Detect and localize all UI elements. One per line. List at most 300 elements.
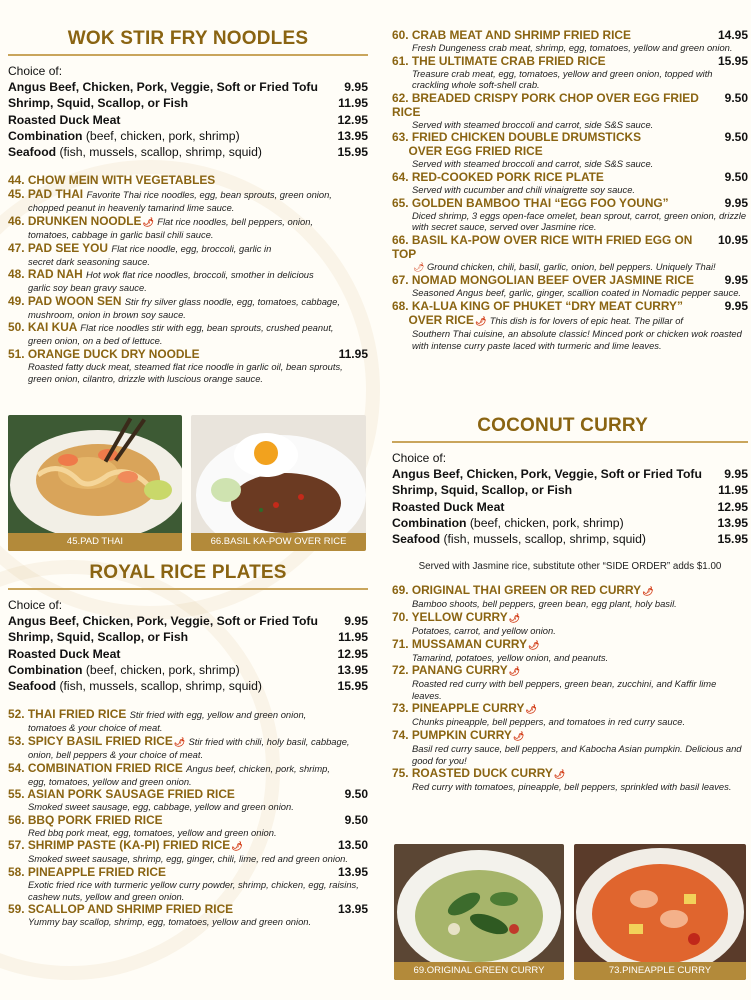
menu-item-description <box>8 361 368 384</box>
menu-item <box>392 701 748 728</box>
menu-item-name: THE ULTIMATE CRAB FRIED RICE <box>411 53 606 68</box>
menu-item-header <box>392 701 748 716</box>
price-row <box>8 128 368 144</box>
menu-item-description-text: Exotic fried rice with turmeric yellow curry powder, shrimp, chicken, egg, raisins, cashew nuts, yellow and green onion. <box>28 879 359 902</box>
menu-item <box>8 294 368 321</box>
price-row <box>392 515 748 531</box>
price-label-group <box>8 128 240 144</box>
menu-item-name-line <box>392 610 520 625</box>
menu-item <box>8 214 368 241</box>
chili-pepper-icon: 🌶 <box>173 737 186 748</box>
price-label-group <box>8 95 188 111</box>
menu-list <box>8 707 368 927</box>
menu-item-description-text: Smoked sweet sausage, egg, cabbage, yellow and green onion. <box>28 801 294 813</box>
menu-item-price: 11.95 <box>338 347 368 362</box>
menu-item-description <box>392 68 748 91</box>
menu-item-name-line <box>8 865 166 879</box>
menu-item-price: 13.95 <box>337 865 368 880</box>
menu-item-description <box>392 781 748 793</box>
menu-item-description-text: egg, tomatoes, yellow and green onion. <box>28 775 192 787</box>
menu-item-name: BREADED CRISPY PORK CHOP OVER EGG FRIED RICE <box>392 90 699 119</box>
menu-item-header <box>8 214 368 229</box>
choice-heading: Choice of: <box>392 451 447 465</box>
menu-item-description <box>8 776 368 788</box>
menu-item-name-line <box>8 214 313 229</box>
price-detail: (beef, chicken, pork, shrimp) <box>85 662 240 677</box>
chili-pepper-icon: 🌶 <box>512 731 525 742</box>
menu-item-price: 9.95 <box>724 195 748 210</box>
menu-item <box>392 583 748 610</box>
menu-item <box>392 233 748 274</box>
menu-item-name-line <box>8 347 200 361</box>
menu-item-number: 56. <box>8 812 25 827</box>
menu-item-price: 15.95 <box>717 53 748 68</box>
menu-item-header <box>8 707 368 722</box>
menu-item <box>8 838 368 865</box>
menu-item-name-line <box>8 294 340 309</box>
menu-item-header <box>392 54 748 68</box>
menu-item-header <box>8 241 368 256</box>
photo-caption: 73.PINEAPPLE CURRY <box>574 962 746 980</box>
menu-item-name-line <box>8 267 314 282</box>
menu-item-name: PINEAPPLE FRIED RICE <box>27 865 166 880</box>
menu-item-description-text: Seasoned Angus beef, garlic, ginger, scallion coated in Nomadic pepper sauce. <box>412 287 742 299</box>
menu-item-number: 75. <box>392 766 409 781</box>
menu-item-description-text: Red bbq pork meat, egg, tomatoes, yellow and green onion. <box>28 826 277 838</box>
menu-item-description-text: Chunks pineapple, bell peppers, and tomatoes in red curry sauce. <box>412 716 686 728</box>
menu-item-header <box>392 170 748 184</box>
price-value: 11.95 <box>338 630 368 645</box>
menu-item-header <box>392 273 748 287</box>
chili-pepper-icon: 🌶 <box>525 704 537 715</box>
menu-item <box>392 610 748 637</box>
menu-item-name-line <box>8 902 233 916</box>
menu-item-header <box>8 294 368 309</box>
menu-item-description-text: Ground chicken, chili, basil, garlic, onion, bell peppers. Uniquely Thai! <box>426 260 716 272</box>
price-label: Seafood <box>8 679 57 694</box>
menu-item-description <box>8 722 368 734</box>
menu-item-number: 52. <box>8 707 25 722</box>
price-detail: (beef, chicken, pork, shrimp) <box>469 515 624 530</box>
pineapple-curry-photo <box>574 844 746 980</box>
menu-item <box>8 241 368 268</box>
menu-item-price: 9.50 <box>344 812 368 827</box>
menu-item-description <box>8 853 368 865</box>
menu-item-description <box>8 229 368 241</box>
price-label: Roasted Duck Meat <box>8 112 121 127</box>
menu-item-price: 9.50 <box>724 169 748 184</box>
price-label-group <box>8 144 262 160</box>
price-label-group <box>392 466 702 482</box>
menu-item-name-continued <box>392 144 748 158</box>
menu-item-description <box>392 119 748 131</box>
menu-item-name-line <box>392 728 524 743</box>
menu-item-number: 68. <box>392 298 409 313</box>
menu-item-number: 47. <box>8 240 25 255</box>
menu-item-name: ORANGE DUCK DRY NOODLE <box>27 347 200 362</box>
price-detail: (beef, chicken, pork, shrimp) <box>85 128 240 143</box>
price-label-group <box>8 646 120 662</box>
price-value: 12.95 <box>337 646 368 661</box>
price-row <box>8 112 368 128</box>
menu-item-name-line <box>8 241 271 256</box>
price-label: Seafood <box>8 145 57 160</box>
section-title: WOK STIR FRY NOODLES <box>67 28 309 49</box>
menu-item-description <box>8 916 368 928</box>
menu-item-name: DRUNKEN NOODLE <box>27 214 142 229</box>
menu-item-name-line <box>392 130 641 144</box>
menu-item-description-inline: Flat rice noodles stir with egg, bean sprouts, crushed peanut, <box>80 322 334 334</box>
menu-item <box>392 273 748 299</box>
menu-item-name: SCALLOP AND SHRIMP FRIED RICE <box>27 902 234 917</box>
section-rule <box>8 588 368 590</box>
price-value: 15.95 <box>717 532 748 547</box>
price-label: Combination <box>392 515 467 530</box>
menu-item-name-line <box>392 273 694 287</box>
menu-item <box>8 267 368 294</box>
menu-item-description <box>392 261 748 274</box>
menu-item-description-inline: Stir fried with egg, yellow and green onion, <box>129 709 307 721</box>
menu-item-name-line <box>8 787 235 801</box>
menu-item-number: 50. <box>8 320 25 335</box>
chili-pepper-icon: 🌶 <box>142 217 154 228</box>
menu-item-number: 61. <box>392 53 409 68</box>
section-rule <box>8 54 368 56</box>
menu-item-description <box>392 328 748 351</box>
menu-item-price: 9.95 <box>724 298 748 313</box>
menu-item-name: PAD THAI <box>27 187 84 202</box>
side-order-note: Served with Jasmine rice, substitute other “SIDE ORDER” adds $1.00 <box>418 561 722 573</box>
price-value: 15.95 <box>337 145 368 160</box>
menu-item-header <box>392 91 748 119</box>
price-value: 9.95 <box>344 80 368 94</box>
menu-item-price: 13.95 <box>337 902 368 917</box>
menu-item-name-line <box>392 28 631 42</box>
menu-item-number: 66. <box>392 232 409 247</box>
menu-item-name: PAD WOON SEN <box>27 293 122 308</box>
menu-item-name: KA-LUA KING OF PHUKET “DRY MEAT CURRY” <box>411 298 683 313</box>
menu-item-name-line <box>392 663 520 678</box>
menu-item-header <box>392 663 748 678</box>
menu-item-description <box>8 335 368 347</box>
menu-item-header <box>8 761 368 776</box>
menu-item-description <box>392 210 748 233</box>
choice-heading: Choice of: <box>8 64 63 78</box>
menu-item-name-line <box>392 54 606 68</box>
menu-item-name-line <box>392 196 669 210</box>
menu-item-description-text: Served with steamed broccoli and carrot, side S&S sauce. <box>412 118 654 130</box>
menu-item-description <box>392 678 748 701</box>
menu-item <box>392 91 748 131</box>
menu-item-description <box>392 625 748 637</box>
menu-item <box>392 766 748 793</box>
menu-item-header <box>392 766 748 781</box>
menu-item-number: 44. <box>8 173 25 188</box>
menu-item-description-text: green onion, on a bed of lettuce. <box>28 335 163 347</box>
menu-item-header <box>8 838 368 853</box>
menu-item-description-text: chopped peanut in heavenly tamarind lime sauce. <box>28 202 235 214</box>
price-detail: (fish, mussels, scallop, shrimp, squid) <box>59 145 262 160</box>
section-title: ROYAL RICE PLATES <box>89 562 287 583</box>
menu-item-description-inline: Favorite Thai rice noodles, egg, bean sprouts, green onion, <box>86 189 332 201</box>
menu-item-header <box>8 267 368 282</box>
menu-item-description <box>8 749 368 761</box>
menu-item-name-line2: OVER RICE <box>408 312 474 327</box>
price-row <box>392 482 748 498</box>
price-label-group <box>8 79 318 95</box>
price-row <box>392 466 748 482</box>
menu-item-number: 73. <box>392 701 409 716</box>
menu-item <box>8 707 368 734</box>
menu-item-header <box>392 196 748 210</box>
menu-item <box>8 865 368 902</box>
price-value: 11.95 <box>718 483 748 498</box>
menu-item-description-text: tomatoes & your choice of meat. <box>28 722 163 734</box>
menu-item <box>8 320 368 347</box>
price-row <box>8 79 368 95</box>
menu-item-name: ASIAN PORK SAUSAGE FRIED RICE <box>27 787 235 802</box>
menu-item-name-line <box>8 734 350 749</box>
menu-item-name-line <box>392 299 683 313</box>
menu-item-description <box>392 652 748 664</box>
price-label: Combination <box>8 128 83 143</box>
menu-item-header <box>8 734 368 749</box>
menu-item-price: 9.50 <box>724 90 748 105</box>
specials-list <box>392 28 748 351</box>
price-label-group <box>8 678 262 694</box>
price-label-group <box>392 482 572 498</box>
menu-item-description-text: mushroom, onion in brown soy sauce. <box>28 308 186 320</box>
menu-item-description <box>8 309 368 321</box>
price-value: 15.95 <box>337 679 368 694</box>
price-row <box>392 531 748 547</box>
menu-item-name: BASIL KA-POW OVER RICE WITH FRIED EGG ON TOP <box>392 232 693 261</box>
menu-item <box>8 813 368 839</box>
royal-section <box>8 562 368 928</box>
menu-item-number: 58. <box>8 865 25 880</box>
price-label: Angus Beef, Chicken, Pork, Veggie, Soft or Fried Tofu <box>8 80 318 94</box>
menu-list <box>8 173 368 384</box>
menu-item-name: NOMAD MONGOLIAN BEEF OVER JASMINE RICE <box>411 273 694 288</box>
green-curry-image <box>394 844 564 980</box>
menu-item-description <box>392 158 748 170</box>
menu-item <box>8 902 368 928</box>
menu-item-name: PANANG CURRY <box>411 663 508 678</box>
section-title: COCONUT CURRY <box>477 415 648 436</box>
menu-item-header <box>8 320 368 335</box>
menu-item-description-inline: Hot wok flat rice noodles, broccoli, smother in delicious <box>85 269 314 281</box>
price-detail: (fish, mussels, scallop, shrimp, squid) <box>443 532 646 547</box>
photo-caption: 66.BASIL KA-POW OVER RICE <box>191 533 366 551</box>
menu-item-header <box>8 902 368 916</box>
photo-caption: 69.ORIGINAL GREEN CURRY <box>394 962 564 980</box>
price-label-group <box>8 629 188 645</box>
chili-pepper-icon: 🌶 <box>553 769 566 780</box>
price-value: 13.95 <box>337 662 368 677</box>
menu-item-number: 74. <box>392 728 409 743</box>
chili-pepper-icon: 🌶 <box>508 666 521 677</box>
menu-item-number: 63. <box>392 130 409 145</box>
menu-item-name-line <box>392 170 604 184</box>
menu-item-number: 64. <box>392 169 409 184</box>
menu-item-description <box>392 184 748 196</box>
menu-item-name: CRAB MEAT AND SHRIMP FRIED RICE <box>411 28 631 42</box>
menu-item-description-text: Yummy bay scallop, shrimp, egg, tomatoes, yellow and green onion. <box>28 916 312 928</box>
price-value: 13.95 <box>337 128 368 143</box>
menu-item-price: 9.50 <box>344 787 368 802</box>
menu-item-description <box>392 287 748 299</box>
menu-item-description <box>392 42 748 54</box>
price-label: Angus Beef, Chicken, Pork, Veggie, Soft or Fried Tofu <box>392 467 702 481</box>
chili-pepper-icon: 🌶 <box>642 586 654 597</box>
menu-item-description-text: tomatoes, cabbage in garlic basil chili sauce. <box>28 229 214 241</box>
menu-item-description <box>8 282 368 294</box>
menu-item-description-inline: Stir fry silver glass noodle, egg, tomatoes, cabbage, <box>124 295 340 307</box>
menu-item-header <box>392 637 748 652</box>
menu-item-name-line <box>392 637 539 652</box>
menu-item-name: RED-COOKED PORK RICE PLATE <box>411 169 604 184</box>
menu-item-description <box>8 827 368 839</box>
menu-item-header <box>392 233 748 261</box>
menu-item-description-text: Southern Thai cuisine, an absolute classic! Minced pork or chicken wok roasted with intense curry paste laced with turmeric and lime leaves. <box>412 327 742 351</box>
menu-item-name-line <box>8 187 332 202</box>
menu-item-name: YELLOW CURRY <box>411 610 508 625</box>
menu-item-name-line <box>392 701 537 716</box>
price-label: Angus Beef, Chicken, Pork, Veggie, Soft or Fried Tofu <box>8 614 318 628</box>
pineapple-curry-image <box>574 844 746 980</box>
menu-item-description-text: Potatoes, carrot, and yellow onion. <box>412 625 556 637</box>
chili-pepper-icon: 🌶 <box>474 315 487 326</box>
price-row <box>392 499 748 515</box>
menu-item-description-text: Treasure crab meat, egg, tomatoes, yellow and green onion, topped with crackling whole soft-shell crab. <box>412 67 713 91</box>
basil-kapow-photo <box>191 415 366 551</box>
menu-item-name: PAD SEE YOU <box>27 240 109 255</box>
menu-item-description <box>8 801 368 813</box>
curry-section <box>392 415 748 793</box>
chili-pepper-icon: 🌶 <box>231 841 243 852</box>
menu-item <box>8 787 368 813</box>
menu-item-description-text: Served with cucumber and chili vinaigrette soy sauce. <box>412 183 636 195</box>
menu-item-description-text: secret dark seasoning sauce. <box>28 255 150 267</box>
menu-item-number: 71. <box>392 636 409 651</box>
menu-item-description <box>8 879 368 902</box>
price-label: Roasted Duck Meat <box>392 499 505 514</box>
menu-item-description-inline: Stir fried with chili, holy basil, cabbage, <box>188 736 350 748</box>
menu-item-description-inline: Flat rice noodles, bell peppers, onion, <box>157 216 314 228</box>
menu-item-number: 51. <box>8 347 25 362</box>
menu-item <box>392 299 748 351</box>
menu-item-description-text: Roasted fatty duck meat, steamed flat rice noodle in garlic oil, bean sprouts, green onion, cilantro, drizzle with luscious orange sauce. <box>28 361 343 384</box>
menu-item-description-text: Diced shrimp, 3 eggs open-face omelet, bean sprout, carrot, green onion, drizzle with secret sauce, served over Jasmine rice. <box>412 209 747 233</box>
menu-item-name-line <box>8 761 330 776</box>
menu-item-number: 48. <box>8 267 25 282</box>
menu-item-header <box>8 787 368 801</box>
menu-item-description-inline: Flat rice noodle, egg, broccoli, garlic in <box>111 242 272 254</box>
menu-item-price: 14.95 <box>717 28 748 42</box>
price-row <box>8 662 368 678</box>
menu-item-description <box>392 716 748 728</box>
menu-item <box>8 347 368 384</box>
menu-item-name-line <box>8 813 163 827</box>
menu-item-name: MUSSAMAN CURRY <box>411 636 528 651</box>
menu-item-name: CHOW MEIN WITH VEGETABLES <box>27 173 216 188</box>
price-value: 12.95 <box>337 112 368 127</box>
menu-item-description <box>8 256 368 268</box>
price-value: 11.95 <box>338 96 368 111</box>
menu-item <box>8 187 368 214</box>
menu-item-description-text: Roasted red curry with bell peppers, green bean, zucchini, and Kaffir lime leaves. <box>412 678 717 701</box>
menu-item-number: 45. <box>8 187 25 202</box>
menu-item-number: 69. <box>392 583 409 598</box>
menu-item-name: GOLDEN BAMBOO THAI “EGG FOO YOUNG” <box>411 195 669 210</box>
menu-item-description <box>392 598 748 610</box>
menu-item-name: BBQ PORK FRIED RICE <box>27 812 163 827</box>
menu-item-number: 60. <box>392 28 409 42</box>
price-label-group <box>8 662 240 678</box>
price-row <box>8 95 368 111</box>
price-label: Combination <box>8 662 83 677</box>
menu-item <box>392 728 748 766</box>
wok-section <box>8 28 368 384</box>
menu-item <box>392 170 748 196</box>
menu-item-description-text: Basil red curry sauce, bell peppers, and Kabocha Asian pumpkin. Delicious and good for you! <box>412 743 742 766</box>
menu-item-description-text: Served with steamed broccoli and carrot, side S&S sauce. <box>412 158 654 170</box>
menu-item-name: ROASTED DUCK CURRY <box>411 766 553 781</box>
menu-item-number: 53. <box>8 734 25 749</box>
price-label: Roasted Duck Meat <box>8 646 121 661</box>
menu-item-description-text: Bamboo shoots, bell peppers, green bean, egg plant, holy basil. <box>412 598 677 610</box>
menu-item <box>8 173 368 187</box>
menu-item-header <box>8 173 368 187</box>
menu-item-description <box>8 202 368 214</box>
menu-item-name-continued <box>392 313 748 328</box>
price-detail: (fish, mussels, scallop, shrimp, squid) <box>59 679 262 694</box>
menu-item-number: 62. <box>392 90 409 105</box>
menu-item-name-line <box>8 320 334 335</box>
menu-item <box>392 196 748 233</box>
menu-item-description-text: Fresh Dungeness crab meat, shrimp, egg, tomatoes, yellow and green onion. <box>412 42 733 53</box>
menu-item-header <box>392 728 748 743</box>
menu-item-name: KAI KUA <box>27 320 77 335</box>
menu-item-name: THAI FRIED RICE <box>27 707 127 722</box>
menu-item-price: 13.50 <box>337 838 368 853</box>
menu-item-number: 72. <box>392 663 409 678</box>
menu-item <box>392 54 748 91</box>
menu-item <box>392 130 748 170</box>
chili-pepper-icon: 🌶 <box>413 261 427 272</box>
menu-item-number: 54. <box>8 760 25 775</box>
menu-item-name: SHRIMP PASTE (KA-PI) FRIED RICE <box>27 838 231 853</box>
menu-item-header <box>8 347 368 361</box>
pad-thai-image <box>8 415 182 551</box>
menu-item <box>392 663 748 701</box>
menu-item <box>8 761 368 788</box>
menu-item-price: 10.95 <box>717 232 748 247</box>
price-row <box>8 144 368 160</box>
menu-item-header <box>8 813 368 827</box>
price-label: Shrimp, Squid, Scallop, or Fish <box>8 96 189 111</box>
menu-item-name: PINEAPPLE CURRY <box>411 701 525 716</box>
price-label: Seafood <box>392 532 441 547</box>
price-value: 12.95 <box>717 499 748 514</box>
price-label-group <box>392 531 646 547</box>
price-label-group <box>392 499 504 515</box>
price-value: 13.95 <box>717 515 748 530</box>
price-label-group <box>8 613 318 629</box>
price-row <box>8 629 368 645</box>
menu-item <box>392 637 748 664</box>
menu-item-name-line <box>8 173 215 187</box>
